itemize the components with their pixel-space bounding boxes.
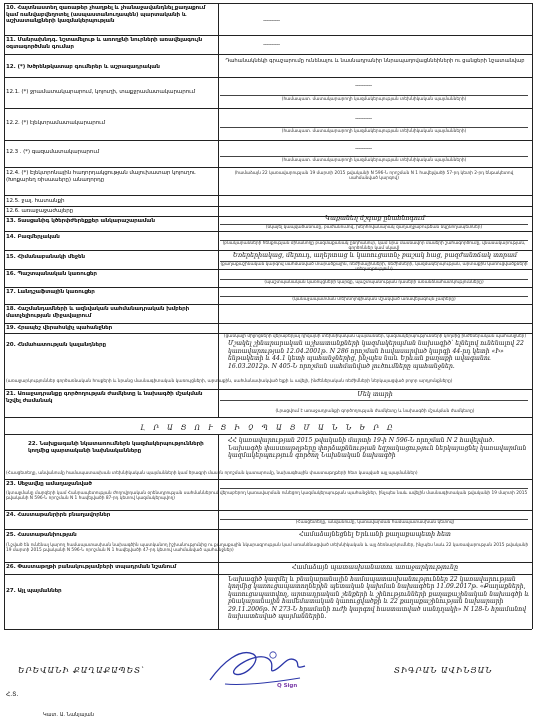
row22-note: (Հասցետեղը, անվանումը համապատասխան տեխնիկական պայմանների կամ ծրագրի մասին որոշման կատարումը, նախագծային փաստաթղթերի հետ կապված այլ պայմաններ) [6,471,418,476]
row15-value: Եռերերիակաց, մերուդ, աղերտաց և կառուցատնչ բաշակ հաց, բազժանոճակ տորամ [232,252,518,259]
row21-note: (Լրացվում է առաջադրանքի գործողության ժամկետը և նախագծի մշակման ժամկետը) [275,409,475,414]
row15-note: (քաղաքաշինական կարգով սահմանված տարածքային, ռեժիմայինների, ռեժիմների, կազմակերպության, արտաքին կառուցվածքների տեղադրություն) [220,262,528,273]
signer-title: ԵՐԵՎԱՆԻ ՔԱՂԱՔԱՊԵՏ՝ [18,666,145,675]
row25-note: (Նշված են ունենալ կարող համապատասխան նախագծին պատկանող իշխանությունից ու քաղաքային նկարագրության կամ առանձնացված տեխնիկական և այլ ձեռնարկումներ, ինչպես նաև 22 կառավարության 2015 թվականի 19 մարտի 2015 թվականի N 596-Ն որոշման N 1 հավելվածի 47-րդ կետով սահմանված պահանջներ) [6,543,529,554]
row12-3-value: ---------- [355,145,372,152]
ts-mark: Հ.Տ. [6,691,19,698]
row23-note: (կտաջմանը մարզերի կամ Հանրապետության ժողովրդական օրենսդրության սահմաններում վերաբերող կառավարման ունեցող կազմակերպության պահանջներ, ինչպես նաև ավելին մասնագիտական թվականի 19 մարտի 2015 թվականի N 596-Ն որոշման N 1 հավելվածի 87-րդ կետով կազմակերպվող) [6,491,528,502]
row25-label: 25. Հաստաթանիության [6,532,77,538]
conditions-heading: Լ Ր Ա Ց Ո Ւ Ց Ի Չ Պ Ա Յ Մ Ա Ն Ն Ե Ր Ը [140,424,396,432]
row13-value: Կաքանեղ ճշգաք ընահնոգում [325,215,425,222]
row26-value: Համաձայն պատասխանատու առաջարկությունը [291,564,459,571]
row12-1-label: 12.1. (*) ջրամատակարարում, կոյուղի, տաքջրամատակարարում [6,89,195,95]
row20-bottom-note: (առաջարկություններ գործառնական հոսքերի և նրանց մասնագիտական կառույցների, արտաքին, սահմանափակված ելքի և ավելի, ինժեներական ռեժիմների ներկայացված բոլոր արդյունքները) [6,379,453,384]
row12-3-label: 12.3 . (*) գազամատակարարում [6,149,100,155]
row12-right: Դահանակնեկի գրաշարումը ունենալու և նասնադրանիր ննրապաղովացննեիների ու ցանցերի նշատանվաբ [225,58,525,64]
row20-topnote: (ցանկալի միջոցների վերաբերյալ դիզայնի տեխնիկական պայմաններ, կազմակերպությունների կողմից ինժեներական պահանջներ) [223,334,527,339]
row16-note: (պաշտպանական կառույցների կարգը, պաշտպանության դասերի առանձնահատկությունները) [264,280,484,285]
row27-label: 27. Այլ պայմաններ [6,588,62,594]
row13-note: (նկայել կապվածանումը, բաժանումով, խերհովանարակ զաղաղջաբութեան նկընողապետներ) [265,225,483,230]
row24-note: (Հասցետեղը, անվանումը, կառավարման համապատասխան կետով) [295,520,455,525]
row12-2-label: 12.2. (*) էլեկտրամատակարարում [6,120,105,126]
row12-1-note: (համապատ. մատակարարողի կազմակերպության տեխնիկական պայմանների) [281,97,467,102]
row20-value: Մշակել շինարարական աշխատանքների կազմակերպման նախագիծ՝ ելնելով ունենալով 22 կառավարության 12.04.2001թ. N 286 որոշման հավասարված կարգի 44-րդ կետի «Ի» ենթակետի և 44.1 կետի պահանջներից, ինչպես նաև Երևան քաղաքի ավագանու 16.03.2012թ. N 405-Ն որոշման սահմանված լուծումները պահանջներ. [228,340,524,370]
signature-image [205,640,315,695]
row12-4-note: (համաձայն 22 կառավարության 19 մարտի 2015 թվականի N 596-Ն որոշման N 1 հավելվածի 57-րդ կետի 2-րդ ենթակետով սահմանված կարգով) [234,171,514,182]
footer-executor: Կատ. Ա. Նանյայան [43,712,94,718]
signer-name: ՏԻԳՐԱՆ ԱՎԻՆՅԱՆ [394,666,493,675]
row12-1-value: ---------- [355,82,372,89]
row10-label: 10. Հայտնաստեղ զառաթեր չհաղթել և չհանաջավանդնել քաղաքում կամ ռանվաբվեղոտել (ասպաստանուղապեն) պարտականի և աշխատանքների կազմակերպության [6,5,206,25]
row17-label: 17. Լանդշաֆտային կառուցեր [6,289,95,295]
row16-label: 16. Պաշտպանական կառուցեր [6,271,97,277]
row22-value: ՀՀ կառավարության 2015 թվականի մարտի 19-ի N 596-Ն որոշման N 2 հավելված. Նախագծի փաստաթղթերը փորձաքննության եզրակացություն ներկայացնել կառավարման կազմակերպություն գործող Նախնական նախագծի [228,437,527,459]
row14-label: 14. Բազմերչական [6,234,60,240]
q-sign-stamp: Q Sign [277,683,298,689]
row21-value: Մեկ տարի [357,391,393,398]
row12-5-label: 12.5. ջալ. հատանքի [6,198,65,204]
row11-value: ---------- [263,41,280,48]
row24-label: 24. Հաստաթանրիրե բնաղավորներ [6,512,111,518]
row19-label: 19. Հրապեշ վերահսկիչ պահանջներ [6,325,113,331]
row12-2-note: (համապատ. մատակարարողի կազմակերպության տեխնիկական պայմանների) [281,129,467,134]
row26-label: 26. Փաստաթղթի բանակությամբերի տպադրման նշանում [6,564,177,570]
row21-label: 21. Առաջադրանքը գործողության ժամկետը և նախագծի մշակման նշվել ժամանակ [6,391,203,404]
row12-4-label: 12.4. (*) Էլեկտրոնային հաղորդակցության մալուխատար կոյուղու (Խոքարեղ ռիսաաերը) անաղորդը [6,170,196,183]
row12-3-note: (համապատ. մատակարարողի կազմակերպության տեխնիկական պայմանների) [281,158,467,163]
row12-2-value: ---------- [355,115,372,122]
row12-label: 12. (*) Խծրենթկատաբ գումերեր և աշրազադրական [6,64,160,70]
row10-value: ---------- [263,17,280,24]
row18-label: 18. Հաշմանդամների և ազնվական սահմանադրական խմբերի մատչելիության միջավայրում [6,306,190,319]
row25-value: Համաձայնեցնել Երևանի քաղաքապետի հետ [299,531,451,538]
row15-label: 15. Հիմանաբանակի մեջեն [6,254,85,260]
row23-label: 23. Սեջավնը ամաղաջանված [6,481,92,487]
row11-label: 11. Մանրախնդգ. նշտամելութ և առողջնի նուրների առավելագույն օգտագործման գումար [6,37,203,50]
row27-value: Նախագիծ կազմել և բնակարանային համապատասխանություններ 22 կառավարության կողմից կառուցապատողներին պետական կախման նախագծեր 11.09.2017թ. «Քաղաքների, կառուցապատվող, արտադրական շենքերի և շինությունների քաղաքաշինական նախագծի և բնակարանային համեմատական կառուցվածքի և 22 քաղաքաշինության նախարարի 29.11.2006թ. N 273-Ն հրամանի ուժի կարգով հաստատված սանդղակի» N 128-Ն հրամանով նախատեսված պայմաններին. [228,576,530,621]
row17-note: (կանաչապատման տեխնոլոգիական մշակված առավելագույն չափերը) [292,297,456,302]
row20-label: 20. Հնմահատության կալանդները [6,342,106,348]
row14-note: (բնակարանների հենքության մինանողը բազմաքանակ ընդհանուր, կամ նրա մասնավոր մասերի շահագործումը, վնասակարության, գործոններ կամ սկավ) [222,241,526,252]
row12-6-label: 12.6. առաջաջաժայերը [6,208,74,214]
row22-label: 22. Նախքագանի նկատառումներն կազմակերպությունների կողմից պարտականի նախնականները [28,441,204,454]
row13-label: 13. Տասցանիգ կծերփժերեքքեր անկարաշարաման [6,218,155,224]
